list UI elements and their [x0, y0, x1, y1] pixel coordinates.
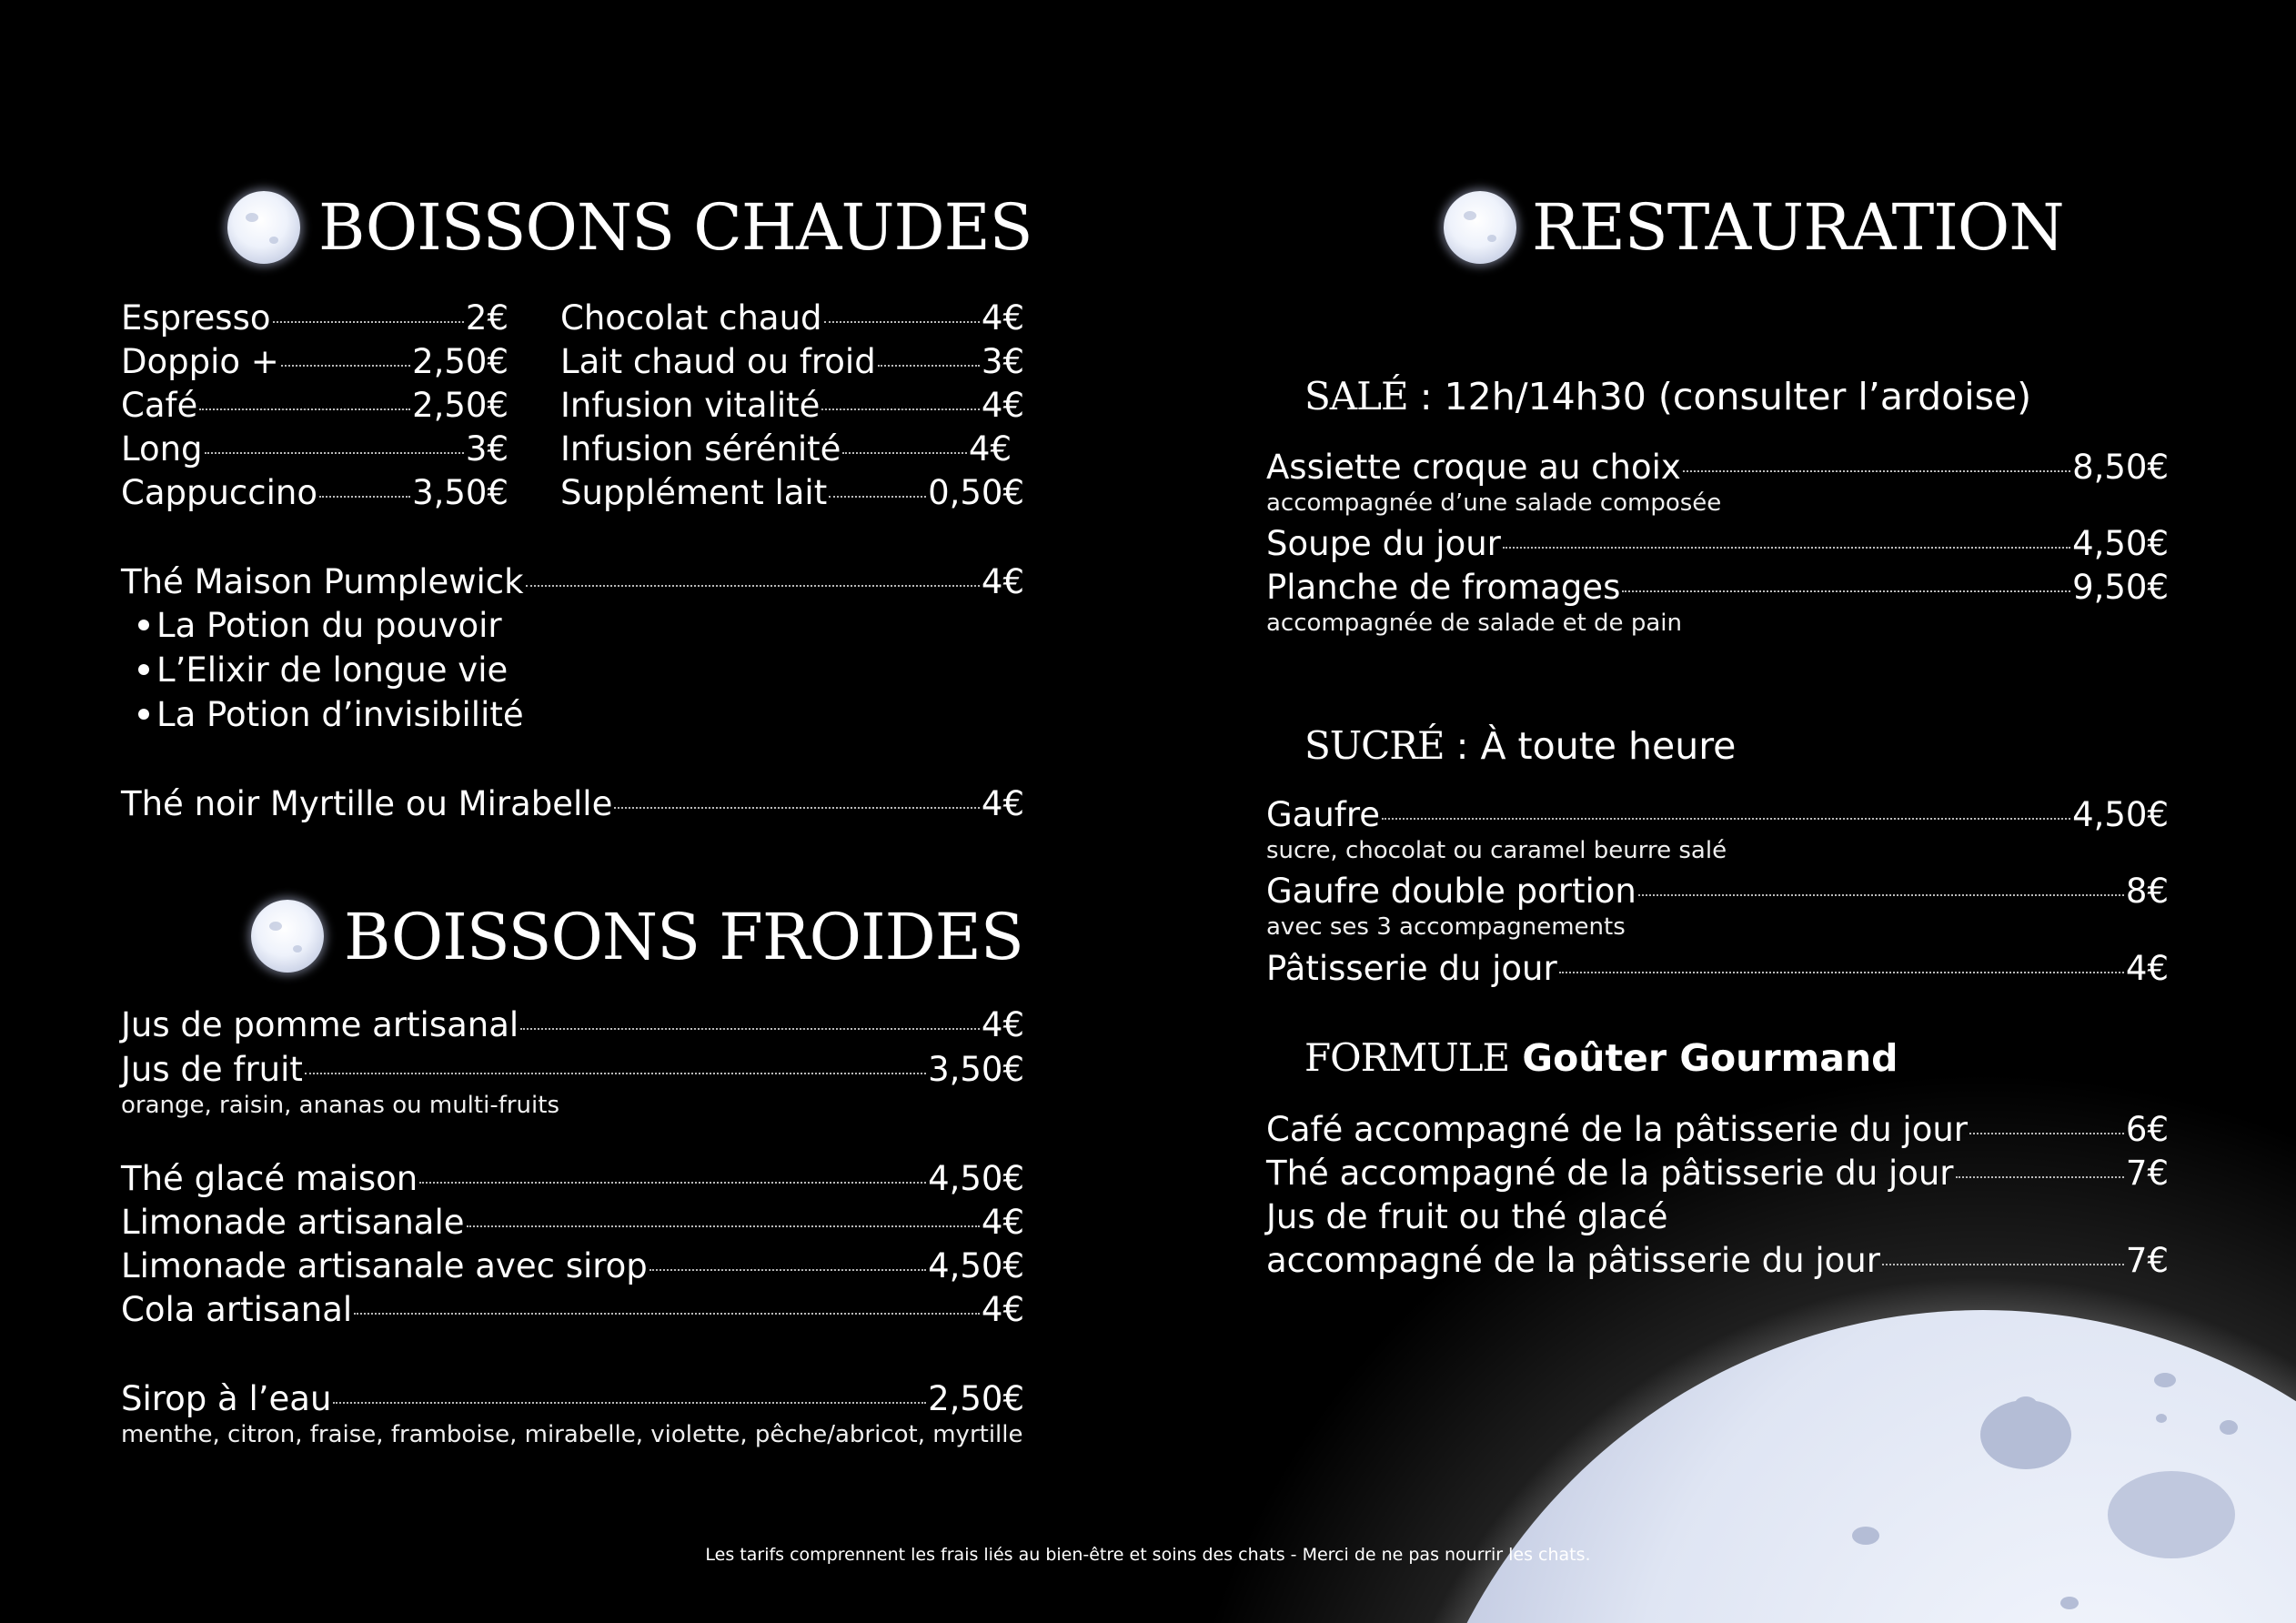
menu-item: Gaufre double portion 8€: [1266, 872, 2169, 911]
menu-item: Jus de fruit 3,50€: [121, 1050, 1024, 1089]
list-item: L’Elixir de longue vie: [138, 649, 508, 692]
menu-item: Supplément lait 0,50€: [560, 473, 1024, 512]
footer-note: Les tarifs comprennent les frais liés au bien-être et soins des chats - Merci de ne pas nourrir les chats.: [705, 1545, 1591, 1565]
item-description: avec ses 3 accompagnements: [1266, 913, 1626, 941]
item-description: accompagnée de salade et de pain: [1266, 610, 1682, 637]
menu-item: Café 2,50€: [121, 386, 509, 425]
menu-item-line: Jus de fruit ou thé glacé: [1266, 1197, 1668, 1236]
menu-item: Cappuccino 3,50€: [121, 473, 509, 512]
menu-item: Soupe du jour 4,50€: [1266, 524, 2169, 563]
item-description: sucre, chocolat ou caramel beurre salé: [1266, 837, 1727, 864]
menu-item: Chocolat chaud 4€: [560, 298, 1024, 338]
bullet-icon: [138, 664, 149, 675]
moon-icon: [251, 900, 324, 973]
item-description: accompagnée d’une salade composée: [1266, 489, 1722, 517]
menu-item: Thé Maison Pumplewick 4€: [121, 562, 1024, 601]
cold-drinks-title: BOISSONS FROIDES: [344, 900, 1023, 974]
item-description: menthe, citron, fraise, framboise, mirabelle, violette, pêche/abricot, myrtille: [121, 1421, 1023, 1448]
menu-item: Pâtisserie du jour 4€: [1266, 949, 2169, 988]
menu-item: Jus de pomme artisanal 4€: [121, 1005, 1024, 1044]
menu-item: Doppio + 2,50€: [121, 342, 509, 381]
bullet-icon: [138, 620, 149, 630]
menu-item: Thé accompagné de la pâtisserie du jour 7€: [1266, 1154, 2169, 1193]
menu-item: Infusion sérénité 4€: [560, 429, 1012, 469]
item-description: orange, raisin, ananas ou multi-fruits: [121, 1092, 559, 1119]
list-item: La Potion d’invisibilité: [138, 693, 524, 737]
sweet-heading: SUCRÉ : À toute heure: [1304, 723, 1737, 768]
menu-item: Cola artisanal 4€: [121, 1290, 1024, 1329]
menu-item: Limonade artisanale 4€: [121, 1203, 1024, 1242]
list-item: La Potion du pouvoir: [138, 604, 502, 648]
menu-item: Infusion vitalité 4€: [560, 386, 1024, 425]
menu-item: Thé noir Myrtille ou Mirabelle 4€: [121, 784, 1024, 823]
menu-item: Café accompagné de la pâtisserie du jour 6€: [1266, 1110, 2169, 1149]
menu-item: Sirop à l’eau 2,50€: [121, 1379, 1024, 1418]
menu-item: Lait chaud ou froid 3€: [560, 342, 1024, 381]
menu-item: Limonade artisanale avec sirop 4,50€: [121, 1246, 1024, 1285]
menu-item: Long 3€: [121, 429, 509, 469]
formula-heading: FORMULE Goûter Gourmand: [1304, 1035, 1898, 1080]
moon-icon: [227, 191, 300, 264]
menu-item: Espresso 2€: [121, 298, 509, 338]
menu-item: Thé glacé maison 4,50€: [121, 1159, 1024, 1198]
bullet-icon: [138, 709, 149, 720]
savory-heading: SALÉ : 12h/14h30 (consulter l’ardoise): [1304, 374, 2032, 418]
menu-item: Gaufre 4,50€: [1266, 795, 2169, 834]
moon-icon: [1444, 191, 1516, 264]
menu-item: accompagné de la pâtisserie du jour 7€: [1266, 1241, 2169, 1280]
menu-item: Planche de fromages 9,50€: [1266, 568, 2169, 607]
food-title: RESTAURATION: [1532, 190, 2064, 265]
hot-drinks-title: BOISSONS CHAUDES: [318, 190, 1032, 265]
menu-item: Assiette croque au choix 8,50€: [1266, 448, 2169, 487]
